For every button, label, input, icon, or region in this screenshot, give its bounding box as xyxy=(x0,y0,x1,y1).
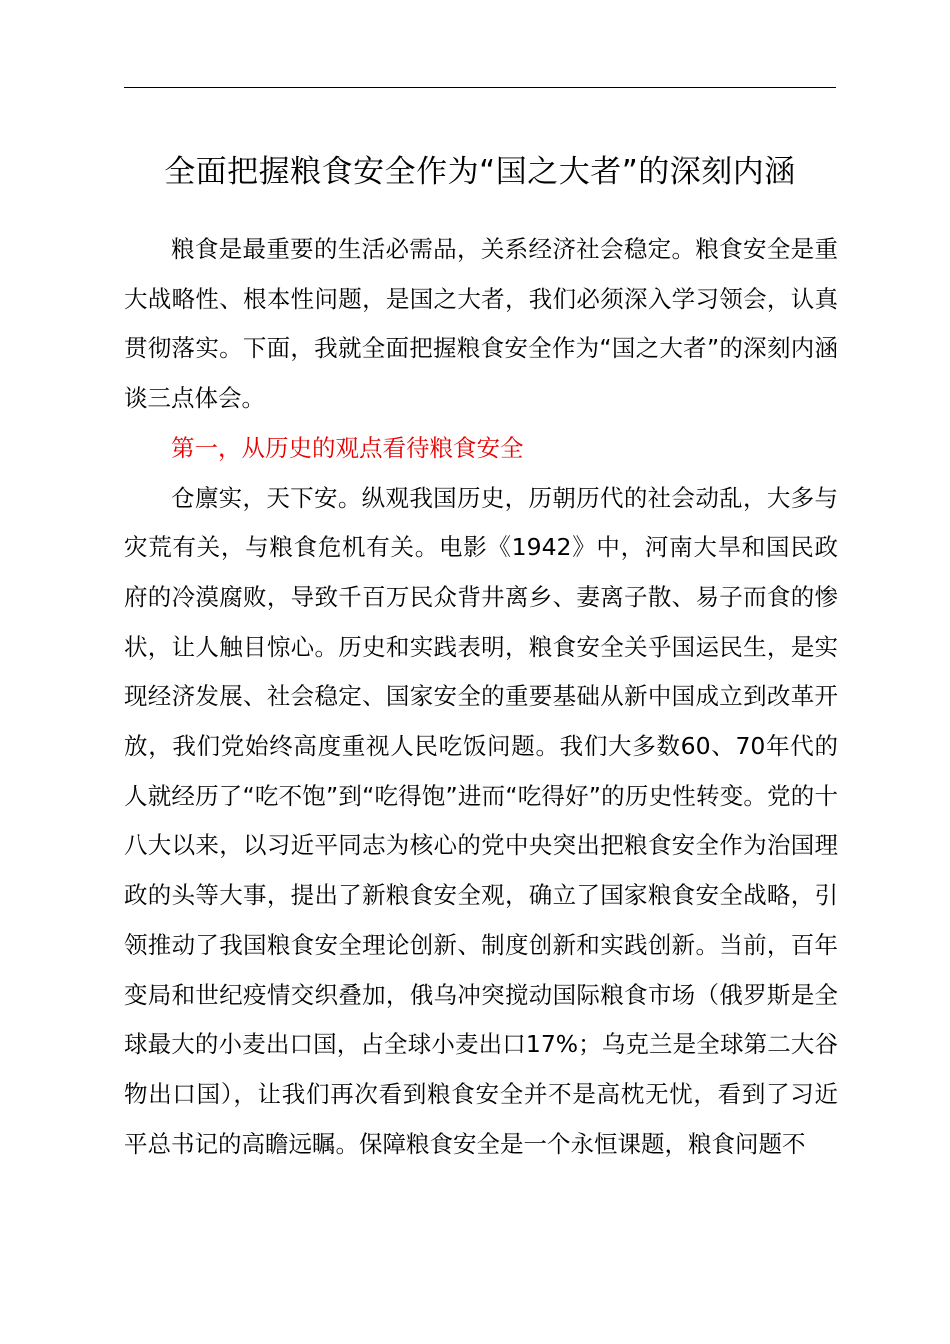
section-heading-1: 第一，从历史的观点看待粮食安全 xyxy=(171,433,524,462)
section-1-paragraph: 仓廪实，天下安。纵观我国历史，历朝历代的社会动乱，大多与灾荒有关，与粮食危机有关。电影《1942》中，河南大旱和国民政府的冷漠腐败，导致千百万民众背井离乡、妻离子散、易子而食的惨状，让人触目惊心。历史和实践表明，粮食安全关乎国运民生，是实现经济发展、社会稳定、国家安全的重要基础从新中国成立到改革开放，我们党始终高度重视人民吃饭问题。我们大多数60、70年代的人就经历了“吃不饱”到“吃得饱”进而“吃得好”的历史性转变。党的十八大以来，以习近平同志为核心的党中央突出把粮食安全作为治国理政的头等大事，提出了新粮食安全观，确立了国家粮食安全战略，引领推动了我国粮食安全理论创新、制度创新和实践创新。当前，百年变局和世纪疫情交织叠加，俄乌冲突搅动国际粮食市场（俄罗斯是全球最大的小麦出口国，占全球小麦出口17%；乌克兰是全球第二大谷物出口国），让我们再次看到粮食安全并不是高枕无忧，看到了习近平总书记的高瞻远瞩。保障粮食安全是一个永恒课题，粮食问题不 xyxy=(124,483,838,1158)
header-rule xyxy=(124,87,836,88)
document-body xyxy=(124,225,838,1169)
document-title: 全面把握粮食安全作为“国之大者”的深刻内涵 xyxy=(164,154,796,190)
intro-paragraph: 粮食是最重要的生活必需品，关系经济社会稳定。粮食安全是重大战略性、根本性问题，是国之大者，我们必须深入学习领会，认真贯彻落实。下面，我就全面把握粮食安全作为“国之大者”的深刻内涵谈三点体会。 xyxy=(124,235,838,413)
